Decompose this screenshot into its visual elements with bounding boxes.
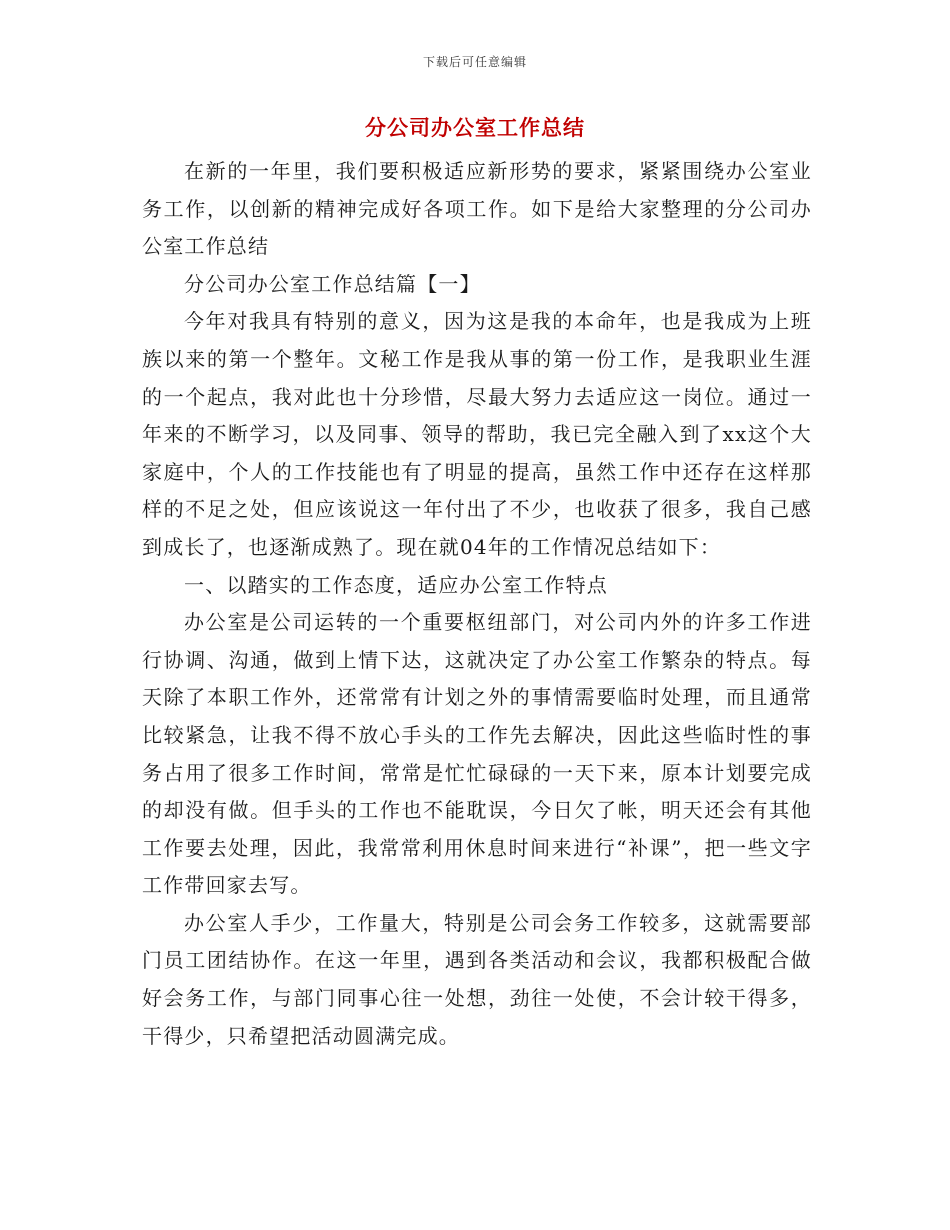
header-note: 下载后可任意编辑: [422, 55, 527, 69]
document-body: [142, 153, 812, 1055]
paragraph: 今年对我具有特别的意义，因为这是我的本命年，也是我成为上班族以来的第一个整年。文秘工作是我从事的第一份工作，是我职业生涯的一个起点，我对此也十分珍惜，尽最大努力去适应这一岗位。通过一年来的不断学习，以及同事、领导的帮助，我已完全融入到了xx这个大家庭中，个人的工作技能也有了明显的提高，虽然工作中还存在这样那样的不足之处，但应该说这一年付出了不少，也收获了很多，我自己感到成长了，也逐渐成熟了。现在就04年的工作情况总结如下：: [142, 309, 812, 559]
paragraph-intro: 在新的一年里，我们要积极适应新形势的要求，紧紧围绕办公室业务工作，以创新的精神完成好各项工作。如下是给大家整理的分公司办公室工作总结: [142, 159, 812, 259]
document-title: 分公司办公室工作总结: [365, 116, 585, 140]
paragraph: 办公室人手少，工作量大，特别是公司会务工作较多，这就需要部门员工团结协作。在这一年里，遇到各类活动和会议，我都积极配合做好会务工作，与部门同事心往一处想，劲往一处使，不会计较干得多，干得少，只希望把活动圆满完成。: [142, 910, 812, 1048]
paragraph: 办公室是公司运转的一个重要枢纽部门，对公司内外的许多工作进行协调、沟通，做到上情下达，这就决定了办公室工作繁杂的特点。每天除了本职工作外，还常常有计划之外的事情需要临时处理，而且通常比较紧急，让我不得不放心手头的工作先去解决，因此这些临时性的事务占用了很多工作时间，常常是忙忙碌碌的一天下来，原本计划要完成的却没有做。但手头的工作也不能耽误，今日欠了帐，明天还会有其他工作要去处理，因此，我常常利用休息时间来进行“补课”，把一些文字工作带回家去写。: [142, 610, 812, 898]
subsection-heading: 一、以踏实的工作态度，适应办公室工作特点: [184, 572, 608, 597]
section-heading: 分公司办公室工作总结篇【一】: [184, 271, 481, 296]
